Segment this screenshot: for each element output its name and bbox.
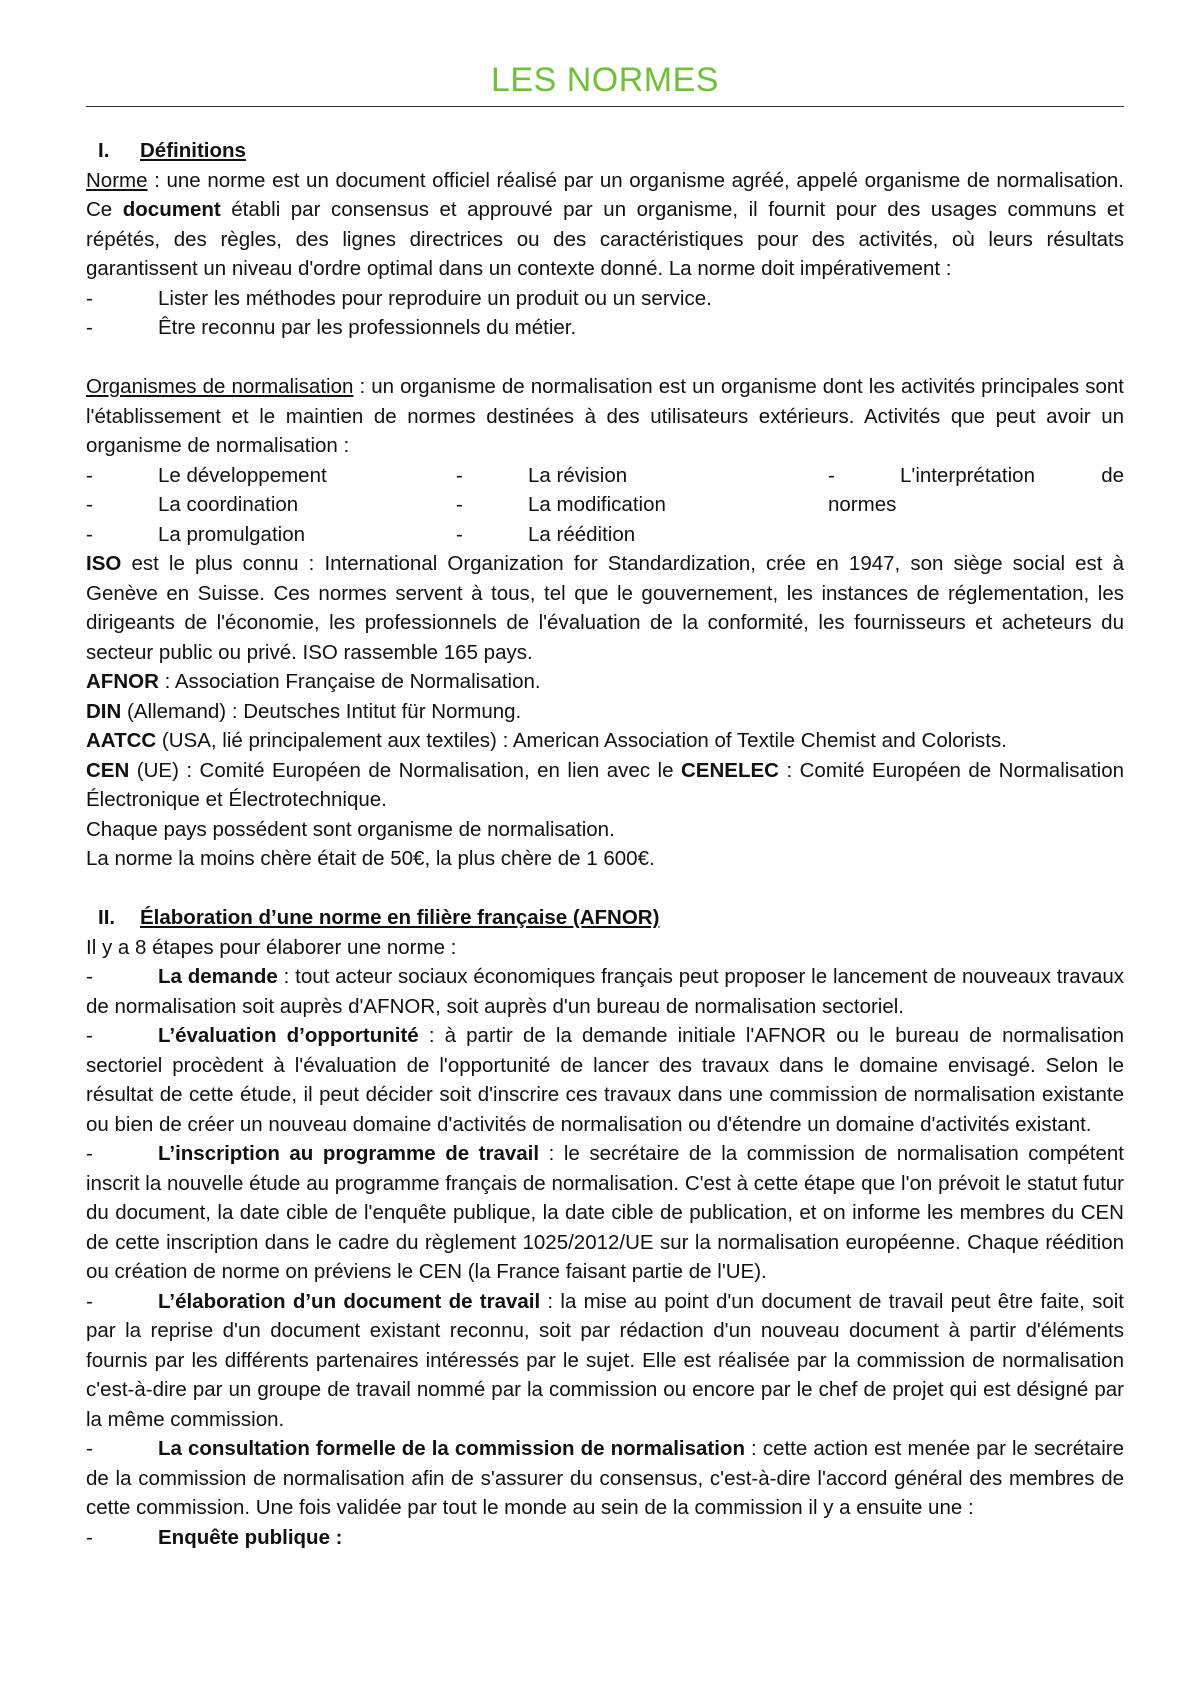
dash-marker: - (86, 1024, 93, 1047)
dash-marker: - (456, 522, 463, 546)
document-title: LES NORMES (491, 61, 719, 99)
step-item (86, 1523, 1124, 1553)
title-underline (86, 106, 1124, 107)
bold-din: DIN (86, 699, 122, 723)
step-text: : la mise au point d'un document de travail peut être faite, soit par la reprise d'un document existant reconnu, soit par rédaction d'un nouveau document à partir d'éléments fournis par les différents partenaires intéressés par le sujet. Elle est réalisée par la commission de normalisation c'est-à-dire par un groupe de travail nommé par la commission ou encore par le chef de projet qui est désigné par la même commission. (86, 1289, 1124, 1431)
activities-column-3 (828, 461, 1124, 520)
section-title: Définitions (140, 139, 246, 162)
list-item-text: Lister les méthodes pour reproduire un produit ou un service. (158, 286, 712, 310)
list-item (86, 313, 1124, 343)
bold-iso: ISO (86, 552, 122, 575)
dash-marker: - (86, 1525, 93, 1549)
section-heading-elaboration (86, 903, 1124, 933)
bold-cenelec: CENELEC (681, 758, 779, 782)
text: : une norme est un document officiel réalisé par un organisme agréé, appelé organisme de normalisation. Ce (86, 168, 1124, 221)
list-item (86, 284, 1124, 314)
list-item-text: La modification (528, 493, 666, 516)
dash-marker: - (86, 1437, 93, 1460)
dash-marker: - (86, 965, 93, 988)
list-item-text: La réédition (528, 522, 636, 546)
list-item-text: Être reconnu par les professionnels du métier. (158, 316, 577, 339)
list-item-text: La coordination (158, 493, 299, 516)
dash-marker: - (86, 1289, 93, 1313)
spacer (86, 874, 1124, 904)
paragraph-chaque-pays: Chaque pays possédent sont organisme de normalisation. (86, 817, 615, 841)
dash-marker: - (86, 316, 93, 339)
bold-cen: CEN (86, 758, 130, 782)
list-item (828, 461, 1124, 491)
dash-marker: - (86, 1142, 93, 1165)
list-item-text: La révision (528, 463, 628, 487)
list-item (86, 520, 426, 550)
paragraph-organismes (86, 372, 1124, 461)
list-item (86, 461, 426, 491)
dash-marker: - (86, 286, 93, 310)
list-item-text: de (1101, 463, 1124, 487)
activities-list (86, 461, 1124, 550)
list-item-text: Le développement (158, 463, 327, 487)
paragraph-aatcc (86, 726, 1124, 756)
section-heading-definitions (86, 136, 1124, 166)
paragraph-norme (86, 166, 1124, 284)
text: établi par consensus et approuvé par un organisme, il fournit pour des usages communs et répétés, des règles, des lignes directrices ou des caractéristiques pour des activités, où leurs résultats garantissent un niveau d'ordre optimal dans un contexte donné. La norme doit impérativement : (86, 198, 1124, 280)
step-title: La consultation formelle de la commission de normalisation (158, 1437, 745, 1460)
document-body (86, 136, 1124, 1552)
dash-marker: - (828, 463, 835, 487)
step-title: Enquête publique : (158, 1525, 343, 1549)
step-item (86, 962, 1124, 1021)
activities-column-2 (456, 461, 796, 550)
list-item (456, 520, 796, 550)
paragraph-intro-etapes: Il y a 8 étapes pour élaborer une norme : (86, 935, 457, 959)
section-number: I. (98, 139, 110, 162)
paragraph-cen (86, 756, 1124, 815)
text: : Association Française de Normalisation. (158, 670, 541, 693)
step-item (86, 1434, 1124, 1523)
text: (USA, lié principalement aux textiles) : American Association of Textile Chemist and Colorists. (156, 729, 1007, 752)
section-number: II. (98, 906, 116, 929)
list-item-continuation (828, 490, 1124, 520)
paragraph-iso (86, 549, 1124, 667)
dash-marker: - (86, 522, 93, 546)
term-norme: Norme (86, 168, 148, 192)
text: : un organisme de normalisation est un organisme dont les activités principales sont l'établissement et le maintien de normes destinées à des utilisateurs extérieurs. Activités que peut avoir un organisme de normalisation : (86, 375, 1124, 457)
term-organismes: Organismes de normalisation (86, 375, 354, 398)
step-item (86, 1021, 1124, 1139)
step-title: L’évaluation d’opportunité (158, 1024, 419, 1047)
step-text: : à partir de la demande initiale l'AFNOR ou le bureau de normalisation sectoriel procèdent à l'évaluation de l'opportunité de lancer des travaux dans le domaine envisagé. Selon le résultat de cette étude, il peut décider soit d'inscrire ces travaux dans une commission de normalisation existante ou bien de créer un nouveau domaine d'activités de normalisation ou d'étendre un domaine d'activités existant. (86, 1024, 1125, 1136)
step-text: : cette action est menée par le secrétaire de la commission de normalisation afin de s'assurer du consensus, c'est-à-dire l'accord général des membres de cette commission. Une fois validée par tout le monde au sein de la commission il y a ensuite une : (86, 1437, 1124, 1519)
list-item-text: L'interprétation (900, 463, 1035, 487)
paragraph-din (86, 697, 1124, 727)
list-item-text: normes (828, 493, 897, 516)
paragraph-prix: La norme la moins chère était de 50€, la plus chère de 1 600€. (86, 847, 655, 870)
list-item (86, 490, 426, 520)
dash-marker: - (456, 463, 463, 487)
dash-marker: - (86, 493, 93, 516)
list-item-text: La promulgation (158, 522, 306, 546)
paragraph-afnor (86, 667, 1124, 697)
list-item (456, 490, 796, 520)
text: (Allemand) : Deutsches Intitut für Normung. (121, 699, 522, 723)
text: : Comité Européen de Normalisation Électronique et Électrotechnique. (86, 758, 1125, 811)
list-item (456, 461, 796, 491)
activities-column-1 (86, 461, 426, 550)
step-title: La demande (158, 965, 278, 988)
bold-aatcc: AATCC (86, 729, 157, 752)
dash-marker: - (86, 463, 93, 487)
bold-afnor: AFNOR (86, 670, 159, 693)
step-item (86, 1139, 1124, 1287)
step-title: L’élaboration d’un document de travail (158, 1289, 541, 1313)
dash-marker: - (456, 493, 463, 516)
text: (UE) : Comité Européen de Normalisation, en lien avec le (129, 758, 681, 782)
spacer (86, 343, 1124, 373)
bold-document: document (122, 198, 221, 221)
section-title: Élaboration d’une norme en filière française (AFNOR) (140, 906, 660, 929)
step-text: : le secrétaire de la commission de normalisation compétent inscrit la nouvelle étude au programme français de normalisation. C'est à cette étape que l'on prévoit le statut futur du document, la date cible de l'enquête publique, la date cible de publication, et on informe les membres du CEN de cette inscription dans le cadre du règlement 1025/2012/UE sur la normalisation européenne. Chaque réédition ou création de norme on préviens le CEN (la France faisant partie de l'UE). (86, 1142, 1124, 1283)
step-title: L’inscription au programme de travail (158, 1142, 540, 1165)
text: est le plus connu : International Organization for Standardization, crée en 1947, son siège social est à Genève en Suisse. Ces normes servent à tous, tel que le gouvernement, les instances de réglementation, les dirigeants de l'économie, les professionnels de l'évaluation de la conformité, les fournisseurs et acheteurs du secteur public ou privé. ISO rassemble 165 pays. (86, 552, 1124, 664)
step-item (86, 1287, 1124, 1435)
step-text: : tout acteur sociaux économiques français peut proposer le lancement de nouveaux travaux de normalisation soit auprès d'AFNOR, soit auprès d'un bureau de normalisation sectoriel. (86, 965, 1124, 1018)
